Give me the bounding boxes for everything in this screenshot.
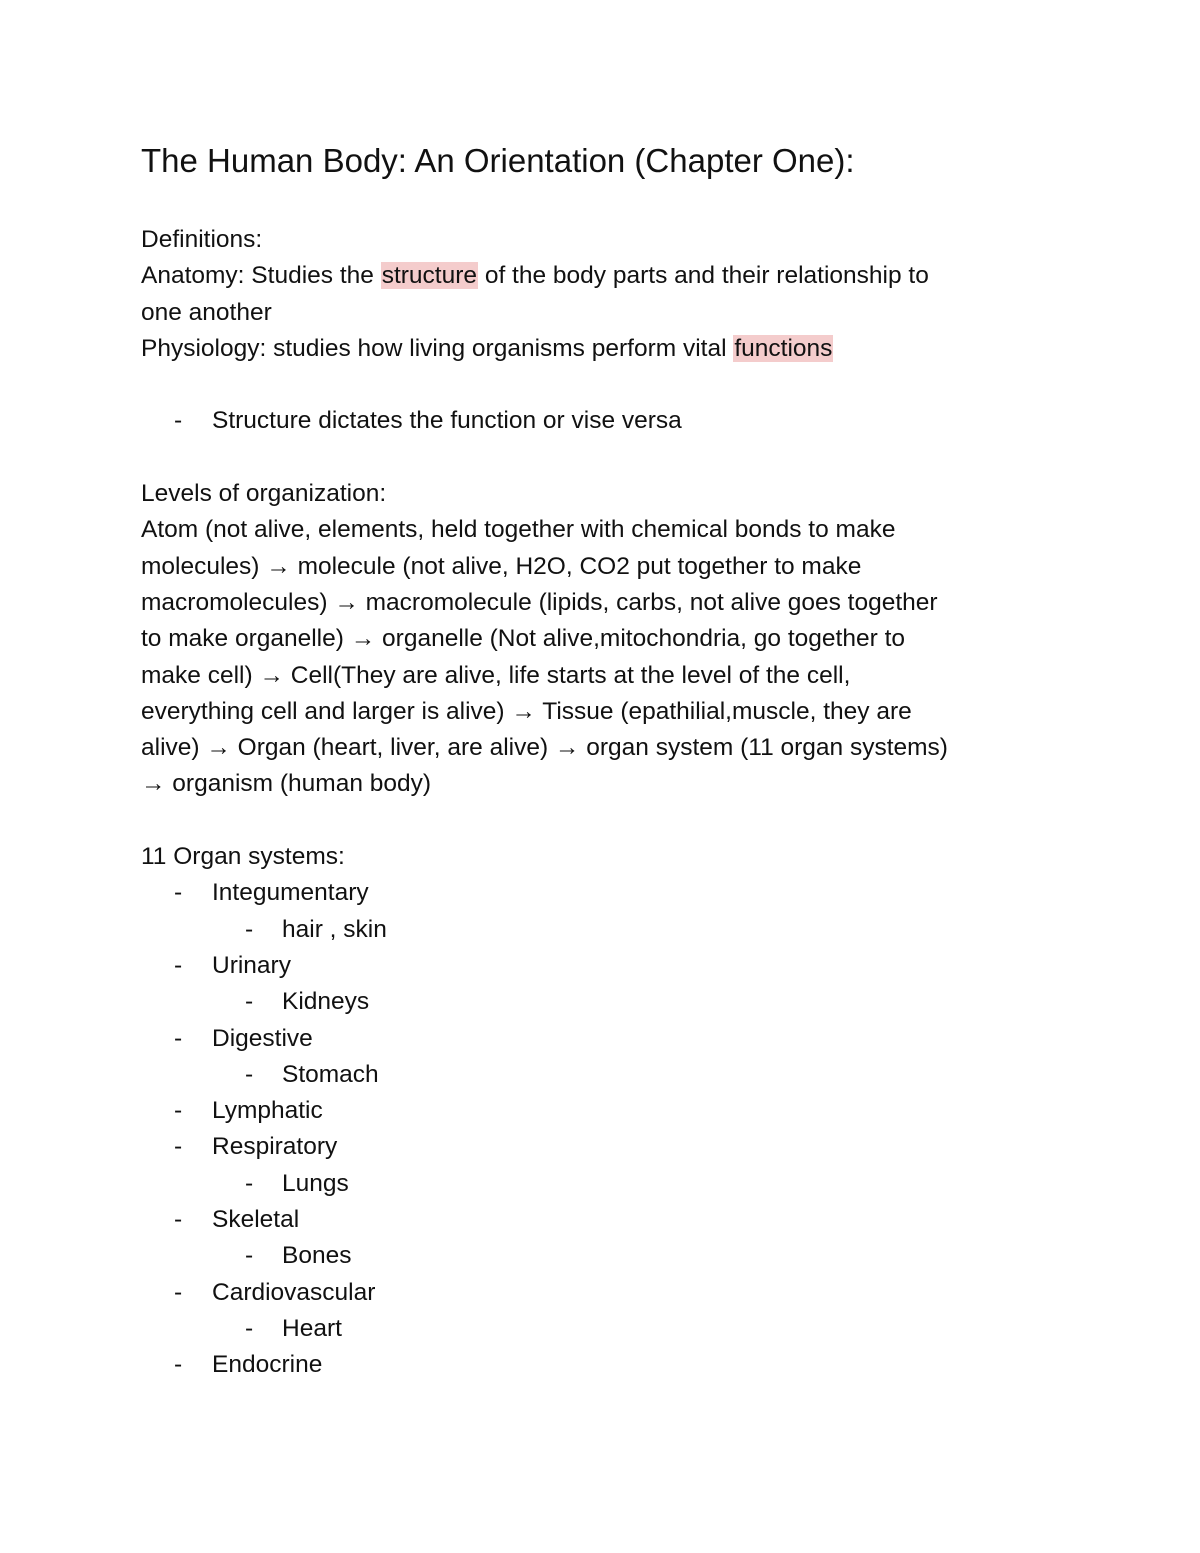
spacer: [141, 440, 1061, 476]
anatomy-text-start: Anatomy: Studies the: [141, 262, 381, 290]
document-body: [141, 222, 1061, 1384]
bullet-dash: -: [174, 879, 183, 907]
organ-example-item: [141, 1238, 1061, 1274]
organ-example-item: [141, 1057, 1061, 1093]
organ-system-item: [141, 1093, 1061, 1129]
bullet-dash: -: [174, 1206, 183, 1234]
bullet-text: Structure dictates the function or vise versa: [212, 407, 682, 435]
organ-system-item: [141, 1021, 1061, 1057]
organ-example-item: [141, 1166, 1061, 1202]
bullet-dash: -: [174, 1097, 183, 1125]
bullet-dash: -: [174, 1278, 183, 1306]
bullet-dash: -: [245, 1314, 254, 1342]
anatomy-definition-continued: one another: [141, 298, 272, 326]
levels-line: to make organelle) → organelle (Not alive,mitochondria, go together to: [141, 625, 905, 653]
levels-line: make cell) → Cell(They are alive, life starts at the level of the cell,: [141, 661, 851, 689]
spacer: [141, 803, 1061, 839]
organ-system-name: Integumentary: [212, 879, 369, 907]
levels-heading: Levels of organization:: [141, 480, 387, 508]
organ-system-name: Respiratory: [212, 1133, 338, 1161]
organ-example-item: [141, 1311, 1061, 1347]
definitions-heading: Definitions:: [141, 226, 263, 253]
physiology-text: Physiology: studies how living organisms perform vital: [141, 334, 734, 362]
bullet-dash: -: [245, 1242, 254, 1270]
organ-system-name: Digestive: [212, 1024, 313, 1052]
levels-line: molecules) → molecule (not alive, H2O, CO2 put together to make: [141, 552, 862, 580]
organ-systems-list: [141, 875, 1061, 1383]
organ-example-text: Bones: [282, 1242, 352, 1270]
organ-example-text: hair , skin: [282, 915, 387, 943]
highlighted-term-structure: structure: [381, 262, 478, 290]
organ-system-name: Skeletal: [212, 1206, 300, 1234]
organ-system-item: [141, 1275, 1061, 1311]
organ-example-text: Kidneys: [282, 988, 370, 1016]
spacer: [141, 367, 1061, 403]
organ-example-text: Heart: [282, 1314, 342, 1342]
bullet-dash: -: [245, 988, 254, 1016]
levels-paragraph: [141, 512, 1061, 802]
bullet-dash: -: [245, 1169, 254, 1197]
bullet-dash: -: [245, 915, 254, 943]
organ-system-item: [141, 1347, 1061, 1383]
anatomy-definition: [141, 258, 1061, 294]
bullet-dash: -: [174, 1351, 183, 1379]
organ-example-item: [141, 984, 1061, 1020]
organ-system-name: Cardiovascular: [212, 1278, 376, 1306]
highlighted-term-functions: functions: [734, 334, 833, 362]
levels-line: Atom (not alive, elements, held together with chemical bonds to make: [141, 516, 896, 544]
bullet-dash: -: [174, 1133, 183, 1161]
organ-system-name: Lymphatic: [212, 1097, 323, 1125]
organ-example-text: Lungs: [282, 1169, 349, 1197]
page-title: The Human Body: An Orientation (Chapter One):: [141, 142, 855, 179]
bullet-dash: -: [245, 1060, 254, 1088]
anatomy-text-end: of the body parts and their relationship to: [478, 262, 929, 290]
bullet-dash: -: [174, 951, 183, 979]
organ-system-item: [141, 1129, 1061, 1165]
levels-line: alive) → Organ (heart, liver, are alive) → organ system (11 organ systems): [141, 734, 948, 762]
organ-system-item: [141, 875, 1061, 911]
levels-line: everything cell and larger is alive) → Tissue (epathilial,muscle, they are: [141, 697, 912, 725]
organ-system-name: Urinary: [212, 951, 291, 979]
levels-line: macromolecules) → macromolecule (lipids, carbs, not alive goes together: [141, 588, 938, 616]
organ-example-text: Stomach: [282, 1060, 379, 1088]
organ-system-item: [141, 1202, 1061, 1238]
organ-system-name: Endocrine: [212, 1351, 323, 1379]
bullet-dash: -: [174, 407, 183, 435]
organ-example-item: [141, 912, 1061, 948]
bullet-dash: -: [174, 1024, 183, 1052]
bullet-structure-function: [141, 403, 1061, 439]
organ-system-item: [141, 948, 1061, 984]
physiology-definition: [141, 331, 1061, 367]
organ-systems-heading: 11 Organ systems:: [141, 843, 345, 871]
levels-line: → organism (human body): [141, 770, 432, 798]
